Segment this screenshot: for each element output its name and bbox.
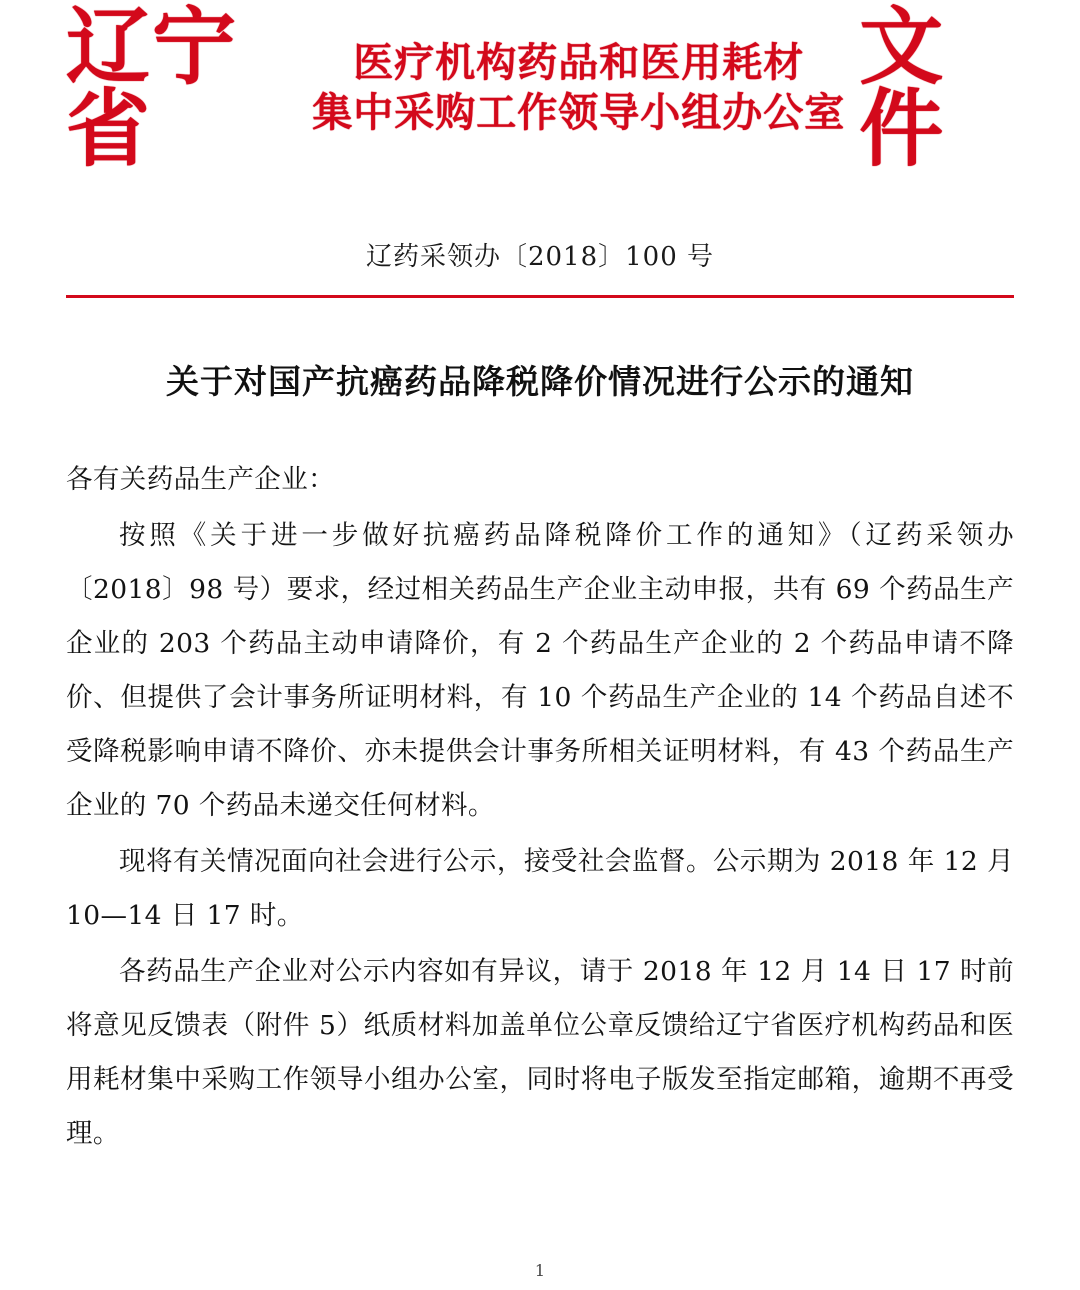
- body-paragraph-3: 各药品生产企业对公示内容如有异议，请于 2018 年 12 月 14 日 17 时前将意见反馈表（附件 5）纸质材料加盖单位公章反馈给辽宁省医疗机构药品和医用耗材集中采购工作领导小组办公室，同时将电子版发至指定邮箱，逾期不再受理。: [66, 956, 1014, 1149]
- masthead-organization-name: [312, 38, 845, 139]
- masthead: [66, 0, 1014, 190]
- salutation: 各有关药品生产企业：: [66, 464, 335, 495]
- red-divider-rule: [66, 295, 1014, 298]
- masthead-document-label: 文件: [859, 0, 946, 178]
- masthead-org-line-2: 集中采购工作领导小组办公室: [312, 89, 846, 136]
- page-title: 关于对国产抗癌药品降税降价情况进行公示的通知: [166, 362, 914, 401]
- document-body: [66, 453, 1014, 1161]
- masthead-inner: [66, 0, 1014, 178]
- masthead-province-label: 辽宁省: [66, 0, 239, 178]
- document-number: 辽药采领办〔2018〕100 号: [365, 242, 715, 272]
- page-number: 1: [534, 1261, 546, 1280]
- body-paragraph-2: 现将有关情况面向社会进行公示，接受社会监督。公示期为 2018 年 12 月 10—14 日 17 时。: [66, 846, 1014, 931]
- masthead-org-line-1: 医疗机构药品和医用耗材: [353, 38, 805, 86]
- body-paragraph-1: 按照《关于进一步做好抗癌药品降税降价工作的通知》（辽药采领办〔2018〕98 号）要求，经过相关药品生产企业主动申报，共有 69 个药品生产企业的 203 个药品主动申请降价，有 2 个药品生产企业的 2 个药品申请不降价、但提供了会计事务所证明材料，有 10 个药品生产企业的 14 个药品自述不受降税影响申请不降价、亦未提供会计事务所相关证明材料，有 43 个药品生产企业的 70 个药品未递交任何材料。: [66, 520, 1014, 821]
